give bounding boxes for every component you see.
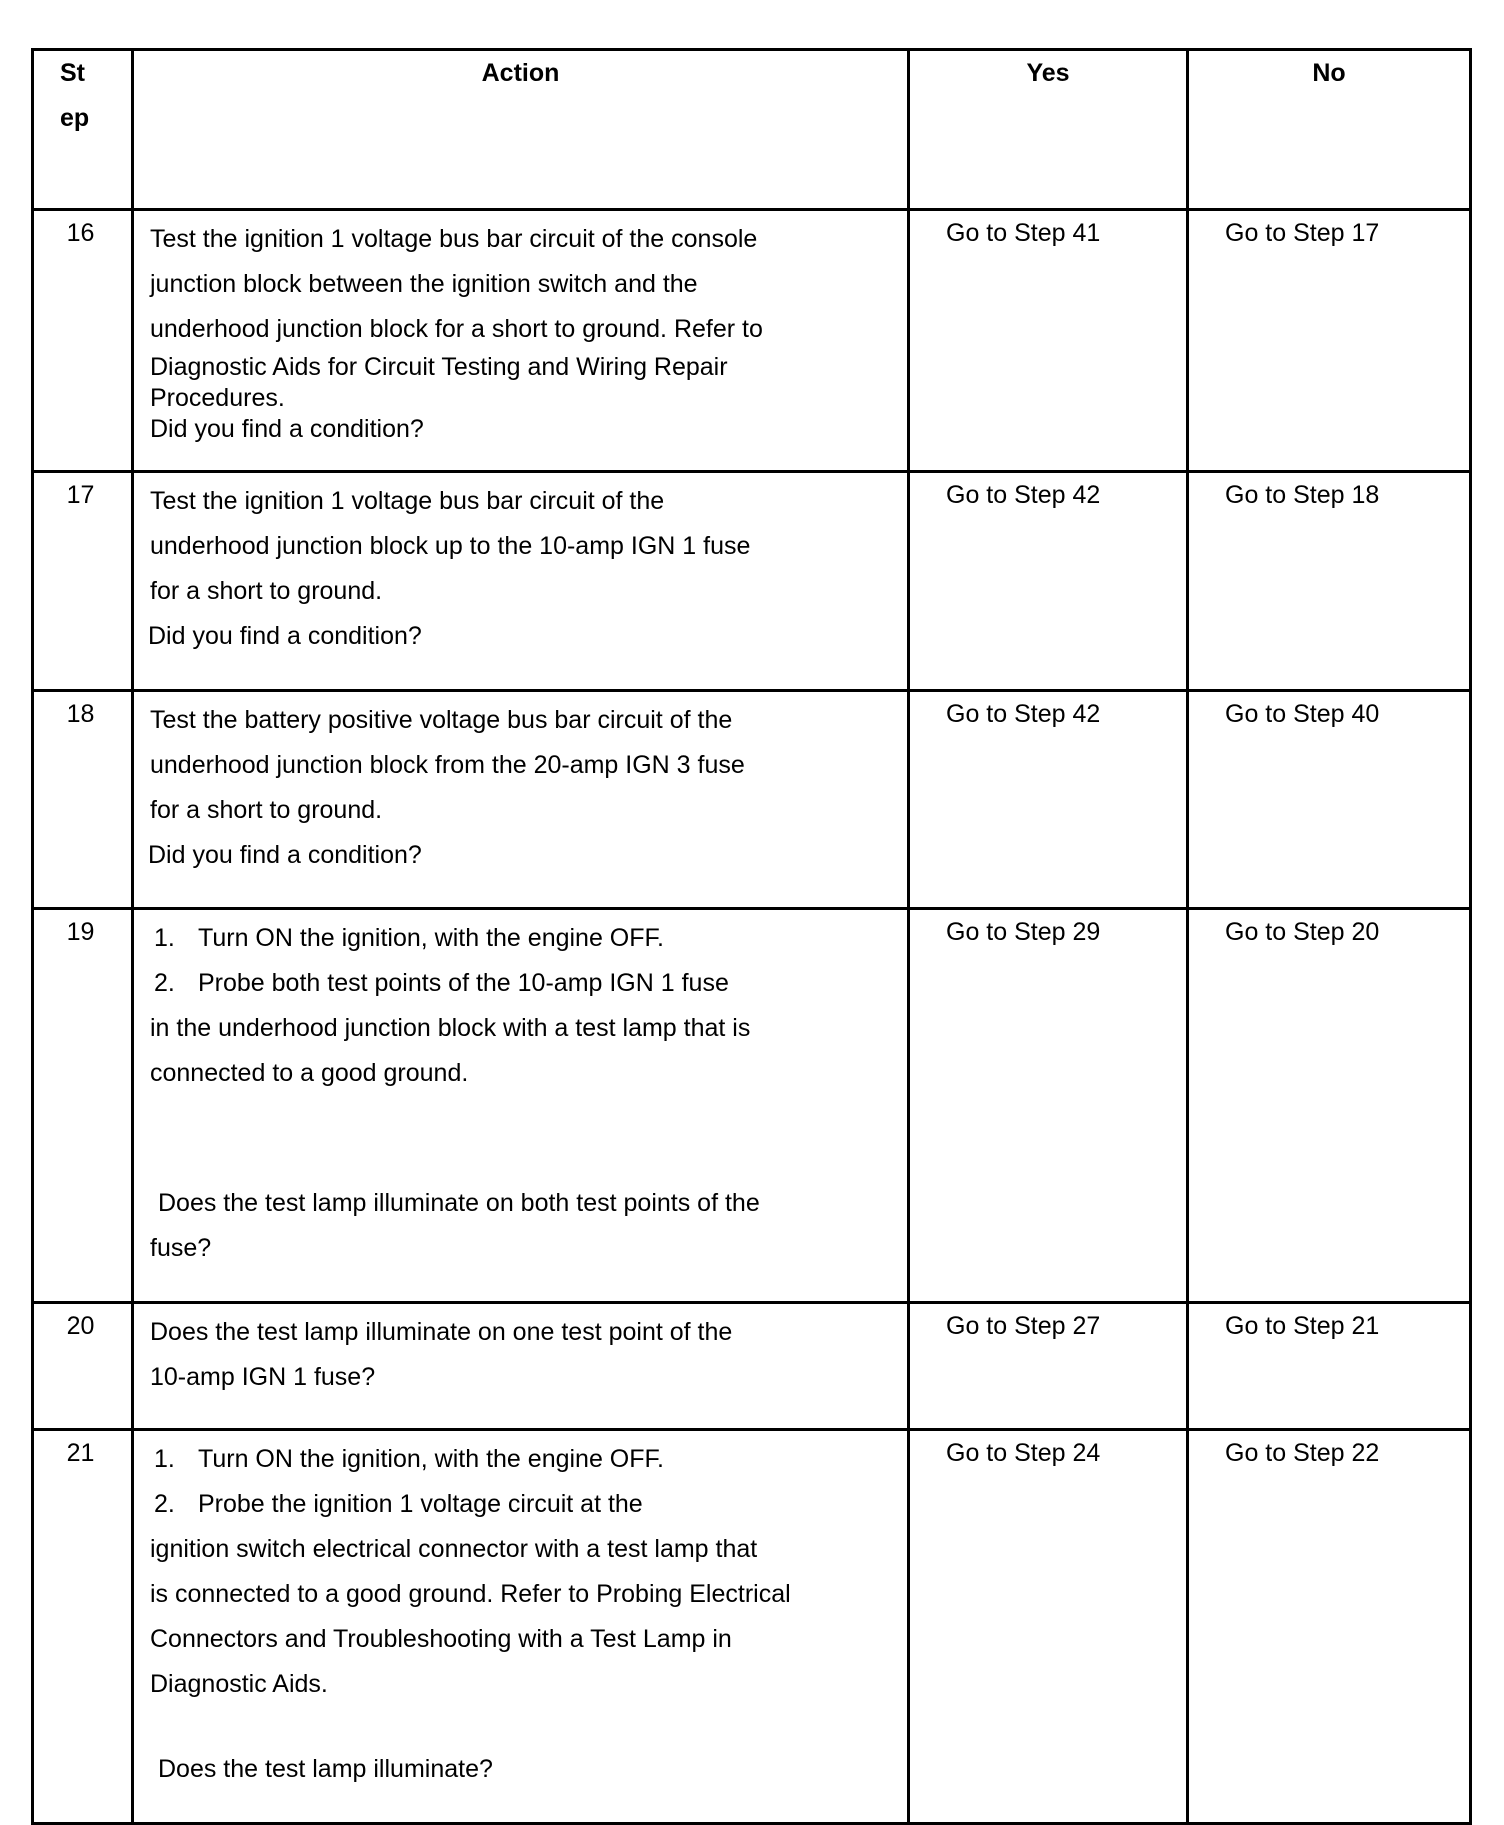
action-cell <box>133 472 909 691</box>
list-item-number: 1. <box>154 924 175 952</box>
spacer <box>150 1096 893 1141</box>
step-number: 19 <box>33 909 133 1303</box>
yes-result: Go to Step 29 <box>909 909 1188 1303</box>
action-question: Did you find a condition? <box>148 622 422 650</box>
step-number: 16 <box>33 210 133 472</box>
list-item <box>150 1482 893 1527</box>
action-cell <box>133 691 909 909</box>
action-text: Procedures. <box>150 384 285 412</box>
action-cell <box>133 210 909 472</box>
list-item-text: Turn ON the ignition, with the engine OFF. <box>198 924 664 952</box>
action-question: Did you find a condition? <box>150 415 424 443</box>
list-item <box>150 916 893 961</box>
action-text: Test the ignition 1 voltage bus bar circuit of the console <box>150 225 758 253</box>
step-number: 20 <box>33 1303 133 1430</box>
list-item-text: Turn ON the ignition, with the engine OFF. <box>198 1445 664 1473</box>
diagnostic-table <box>31 48 1472 1825</box>
no-result: Go to Step 17 <box>1188 210 1471 472</box>
table-header-row <box>33 50 1471 210</box>
list-item-text: Probe the ignition 1 voltage circuit at the <box>198 1490 643 1518</box>
action-text: Diagnostic Aids for Circuit Testing and Wiring Repair <box>150 353 728 381</box>
action-text: Test the battery positive voltage bus bar circuit of the <box>150 706 733 734</box>
action-text: underhood junction block up to the 10-amp IGN 1 fuse <box>150 532 751 560</box>
table-row <box>33 472 1471 691</box>
table-row <box>33 1430 1471 1824</box>
list-item-number: 2. <box>154 969 175 997</box>
step-number: 17 <box>33 472 133 691</box>
action-text: for a short to ground. <box>150 577 383 605</box>
action-cell <box>133 1303 909 1430</box>
list-item-text: Probe both test points of the 10-amp IGN 1 fuse <box>198 969 729 997</box>
spacer <box>150 1141 893 1181</box>
table-row <box>33 691 1471 909</box>
action-text: Connectors and Troubleshooting with a Test Lamp in <box>150 1625 732 1653</box>
action-text: for a short to ground. <box>150 796 383 824</box>
action-text: 10-amp IGN 1 fuse? <box>150 1363 376 1391</box>
header-step-line2: ep <box>60 104 90 132</box>
no-result: Go to Step 22 <box>1188 1430 1471 1824</box>
header-no: No <box>1188 50 1471 210</box>
spacer <box>150 1707 893 1747</box>
header-yes: Yes <box>909 50 1188 210</box>
table-row <box>33 1303 1471 1430</box>
action-cell <box>133 1430 909 1824</box>
action-text: is connected to a good ground. Refer to Probing Electrical <box>150 1580 791 1608</box>
list-item-number: 1. <box>154 1445 175 1473</box>
action-text: junction block between the ignition switch and the <box>150 270 698 298</box>
action-text: Does the test lamp illuminate on one test point of the <box>150 1318 733 1346</box>
action-question: Did you find a condition? <box>148 841 422 869</box>
step-number: 18 <box>33 691 133 909</box>
table-row <box>33 210 1471 472</box>
action-text: ignition switch electrical connector with a test lamp that <box>150 1535 758 1563</box>
yes-result: Go to Step 27 <box>909 1303 1188 1430</box>
action-question: Does the test lamp illuminate on both test points of the <box>158 1189 760 1217</box>
action-text: in the underhood junction block with a test lamp that is <box>150 1014 751 1042</box>
list-item <box>150 961 893 1006</box>
action-question: fuse? <box>150 1234 212 1262</box>
action-text: underhood junction block from the 20-amp IGN 3 fuse <box>150 751 745 779</box>
yes-result: Go to Step 41 <box>909 210 1188 472</box>
no-result: Go to Step 18 <box>1188 472 1471 691</box>
table-row <box>33 909 1471 1303</box>
header-step <box>33 50 133 210</box>
list-item-number: 2. <box>154 1490 175 1518</box>
yes-result: Go to Step 42 <box>909 691 1188 909</box>
action-cell <box>133 909 909 1303</box>
no-result: Go to Step 40 <box>1188 691 1471 909</box>
list-item <box>150 1437 893 1482</box>
yes-result: Go to Step 24 <box>909 1430 1188 1824</box>
no-result: Go to Step 20 <box>1188 909 1471 1303</box>
action-text: Diagnostic Aids. <box>150 1670 328 1698</box>
step-number: 21 <box>33 1430 133 1824</box>
no-result: Go to Step 21 <box>1188 1303 1471 1430</box>
header-step-line1: St <box>60 59 85 87</box>
header-action: Action <box>133 50 909 210</box>
action-text: underhood junction block for a short to ground. Refer to <box>150 315 763 343</box>
action-question: Does the test lamp illuminate? <box>158 1755 493 1783</box>
action-text: connected to a good ground. <box>150 1059 469 1087</box>
action-text: Test the ignition 1 voltage bus bar circuit of the <box>150 487 665 515</box>
yes-result: Go to Step 42 <box>909 472 1188 691</box>
